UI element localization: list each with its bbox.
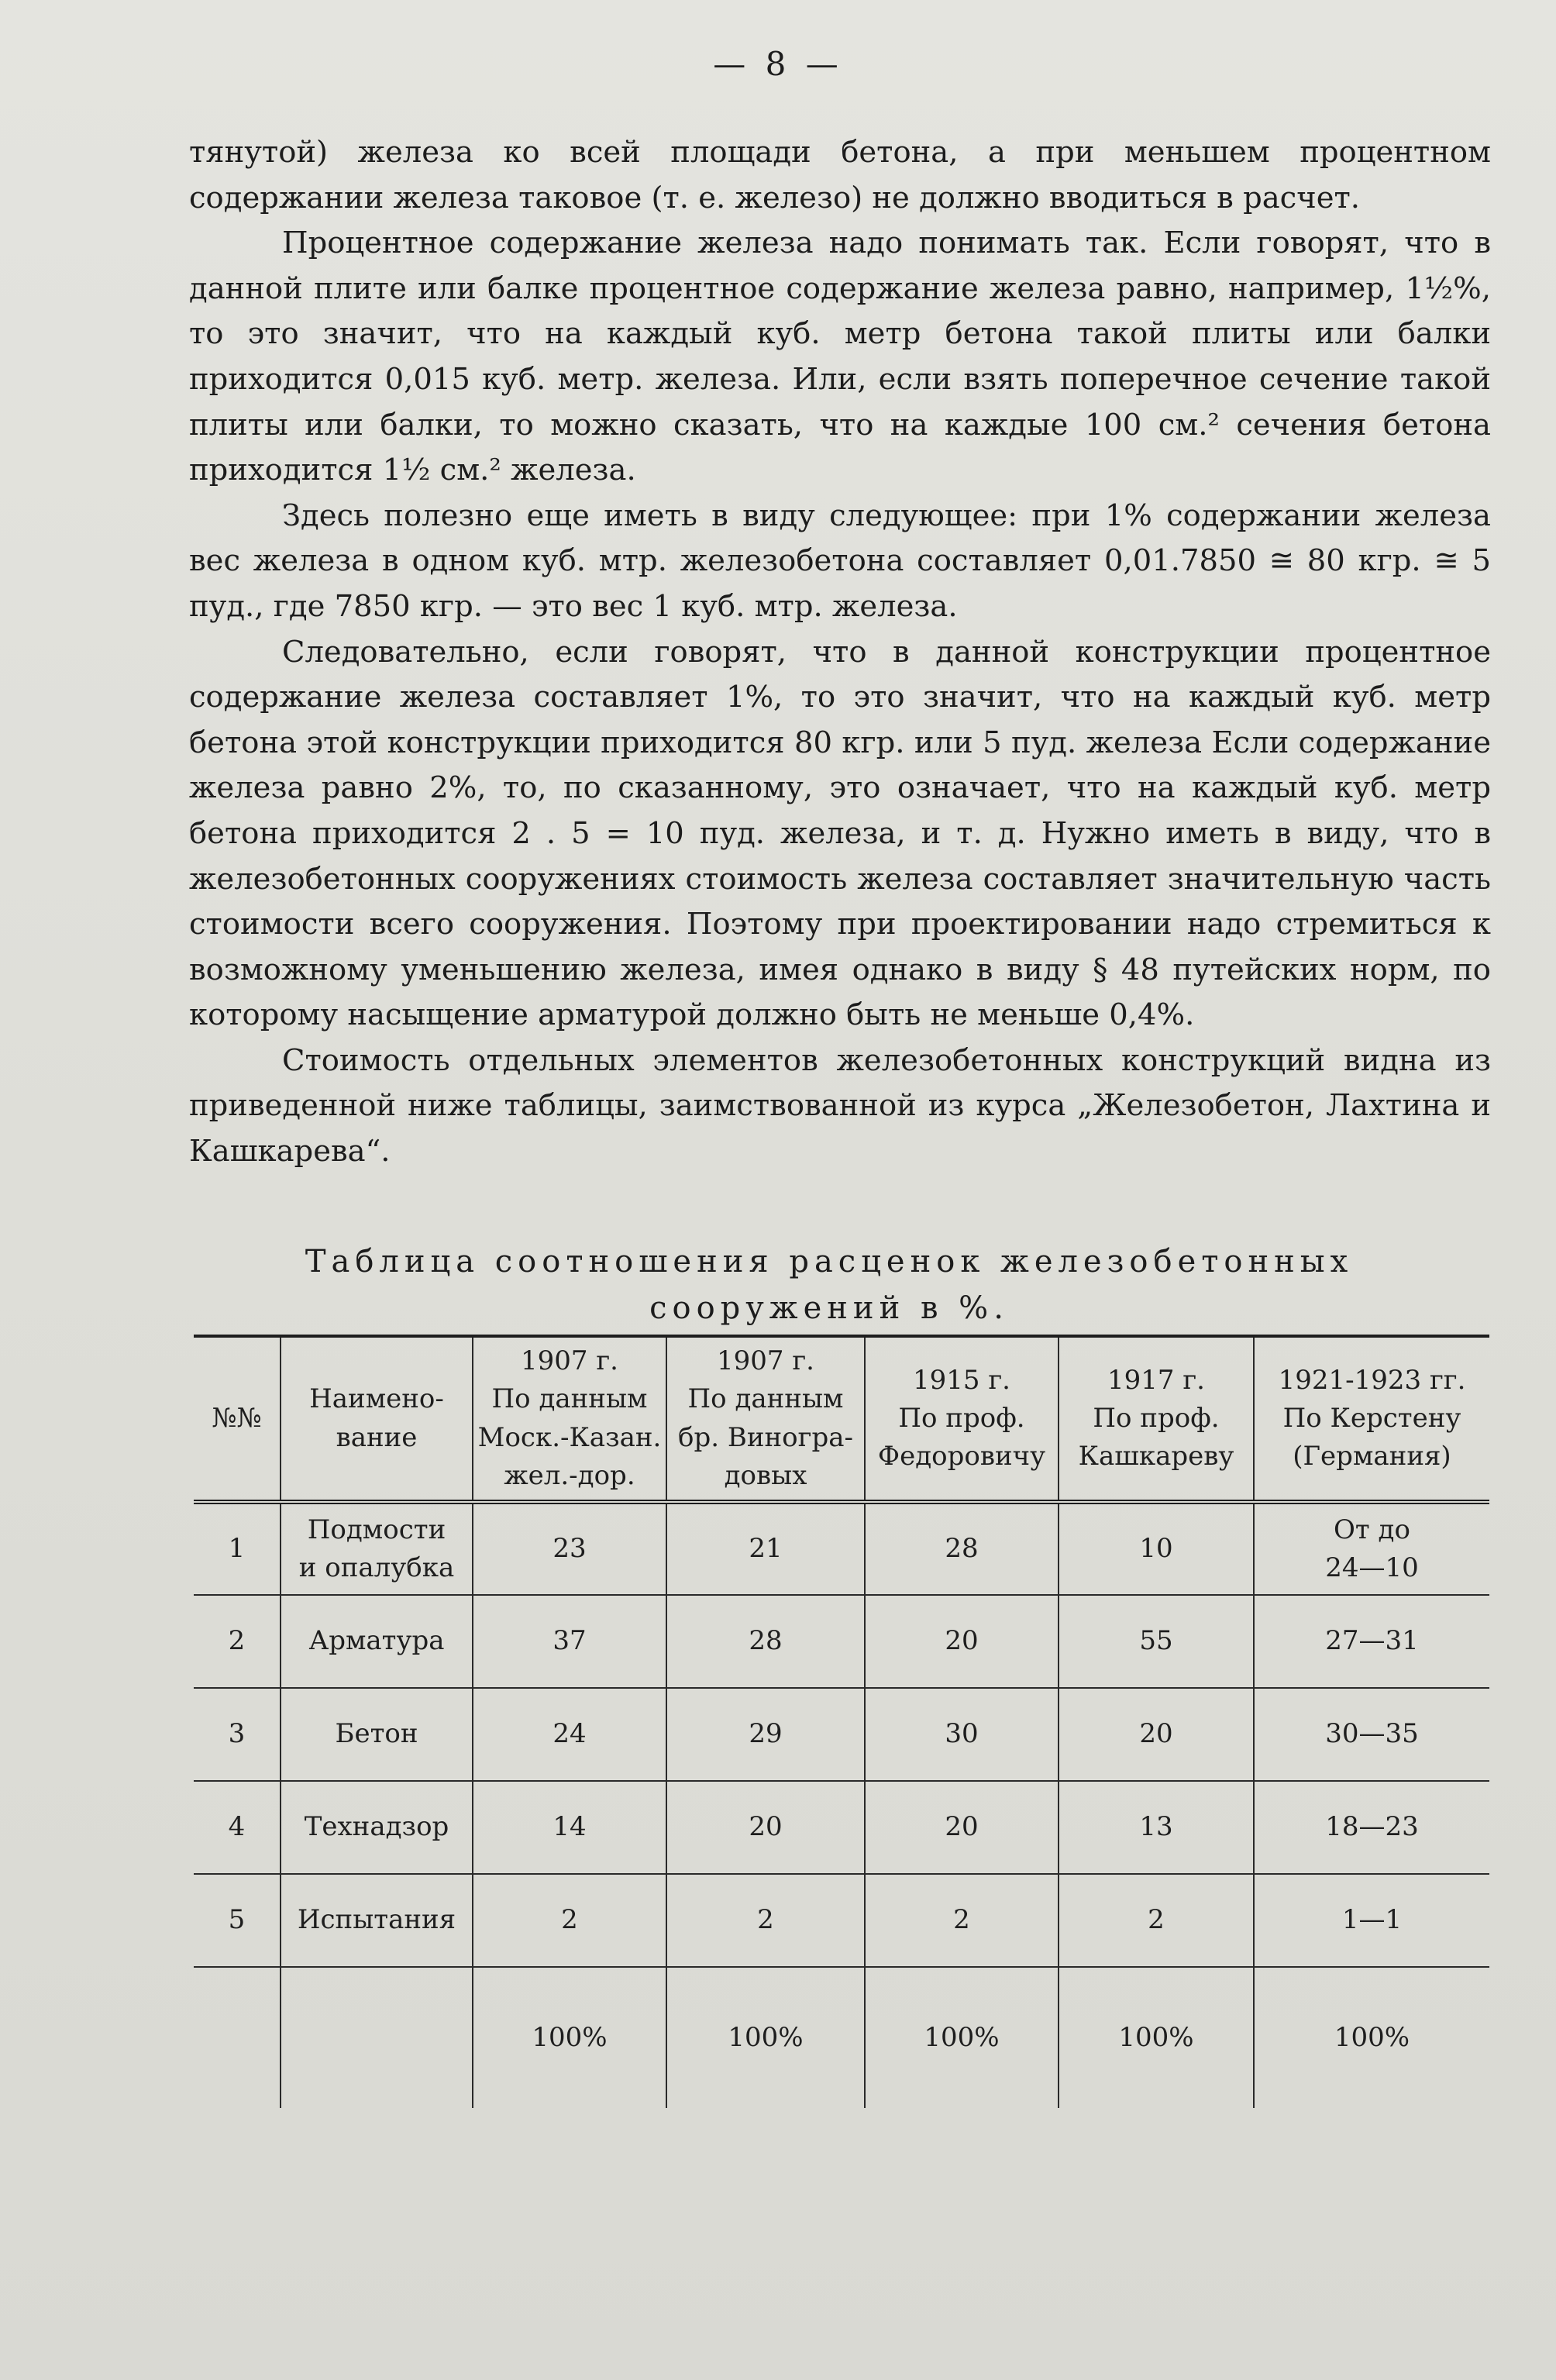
- column-header: [281, 1338, 473, 1502]
- column-header-line: (Германия): [1293, 1441, 1451, 1472]
- value-cell: 23: [473, 1502, 666, 1595]
- column-header-line: По данным: [491, 1383, 648, 1415]
- range-cell: [1254, 1688, 1489, 1781]
- table-title-line-1: Таблица соотношения расценок железобетонных: [305, 1244, 1354, 1280]
- value-cell: 20: [1059, 1688, 1254, 1781]
- row-name-cell: [281, 1688, 473, 1781]
- value-cell: 21: [666, 1502, 865, 1595]
- table-row: [194, 1502, 1489, 1595]
- row-name-cell: [281, 1781, 473, 1874]
- table-row: [194, 1595, 1489, 1688]
- paragraph: Следовательно, если говорят, что в данной конструкции процентное содержание железа составляет 1%, то это значит, что на каждый куб. метр бетона этой конструкции приходится 80 кгр. или 5 пуд. железа Если содержание железа равно 2%, то, по сказанному, это означает, что на каждый куб. метр бетона приходится 2 . 5 = 10 пуд. железа, и т. д. Нужно иметь в виду, что в железобетонных сооружениях стоимость железа составляет значительную часть стоимости всего сооружения. Поэтому при проектировании надо стремиться к возможному уменьшению железа, имея однако в виду § 48 путейских норм, по которому насыщение арматурой должно быть не меньше 0,4%.: [189, 634, 1491, 1033]
- range-cell: [1254, 1595, 1489, 1688]
- column-header-line: 1915 г.: [913, 1364, 1010, 1396]
- value-cell: 24: [473, 1688, 666, 1781]
- range-line: 18—23: [1325, 1811, 1419, 1843]
- column-header-line: 1917 г.: [1107, 1364, 1205, 1396]
- row-name-cell: [281, 1595, 473, 1688]
- range-line: 1—1: [1341, 1904, 1403, 1936]
- row-name-line: и опалубка: [298, 1552, 455, 1583]
- column-header-line: №№: [212, 1402, 262, 1434]
- range-cell: [1254, 1874, 1489, 1967]
- value-cell: 13: [1059, 1781, 1254, 1874]
- value-cell: 20: [666, 1781, 865, 1874]
- range-line: От до: [1334, 1514, 1410, 1545]
- value-cell: 29: [666, 1688, 865, 1781]
- value-cell: 37: [473, 1595, 666, 1688]
- column-header-line: По Керстену: [1282, 1402, 1461, 1434]
- paragraph: Здесь полезно еще иметь в виду следующее: при 1% содержании железа вес железа в одном куб. мтр. железобетона составляет 0,01.7850 ≅ 80 кгр. ≅ 5 пуд., где 7850 кгр. — это вес 1 куб. мтр. железа.: [189, 498, 1491, 624]
- body-text: [189, 130, 1491, 1175]
- row-name-line: Испытания: [297, 1904, 456, 1936]
- column-header-line: Федоровичу: [877, 1441, 1046, 1472]
- row-name-line: Подмости: [307, 1514, 446, 1545]
- value-cell: 2: [473, 1874, 666, 1967]
- total-cell: 100%: [1059, 1967, 1254, 2108]
- column-header-line: 1907 г.: [521, 1345, 618, 1376]
- paragraph: тянутой) железа ко всей площади бетона, а при меньшем процентном содержании железа таковое (т. е. железо) не должно вводиться в расчет.: [189, 135, 1491, 215]
- table-header-row: [194, 1338, 1489, 1502]
- row-name-line: Арматура: [308, 1625, 445, 1657]
- table-title-line-2: сооружений в %.: [649, 1290, 1009, 1326]
- total-cell: [281, 1967, 473, 2108]
- column-header-line: бр. Виногра-: [678, 1421, 853, 1453]
- column-header-line: 1907 г.: [717, 1345, 814, 1376]
- range-cell: [1254, 1502, 1489, 1595]
- column-header-line: 1921-1923 гг.: [1278, 1364, 1466, 1396]
- total-cell: 100%: [473, 1967, 666, 2108]
- cost-table-wrapper: [194, 1335, 1489, 2108]
- column-header-line: вание: [336, 1421, 418, 1453]
- row-number-cell: 4: [194, 1781, 281, 1874]
- range-line: 30—35: [1325, 1718, 1419, 1750]
- paragraph: Процентное содержание железа надо понимать так. Если говорят, что в данной плите или балке процентное содержание железа равно, например, 1½%, то это значит, что на каждый куб. метр бетона такой плиты или балки приходится 0,015 куб. метр. железа. Или, если взять поперечное сечение такой плиты или балки, то можно сказать, что на каждые 100 см.² сечения бетона приходится 1½ см.² железа.: [189, 226, 1491, 488]
- column-header-line: Кашкареву: [1078, 1441, 1234, 1472]
- column-header: [865, 1338, 1059, 1502]
- value-cell: 30: [865, 1688, 1059, 1781]
- value-cell: 28: [666, 1595, 865, 1688]
- range-line: 24—10: [1325, 1552, 1419, 1583]
- row-number-cell: 3: [194, 1688, 281, 1781]
- column-header-line: Наимено-: [309, 1383, 444, 1415]
- value-cell: 10: [1059, 1502, 1254, 1595]
- table-row: [194, 1781, 1489, 1874]
- column-header: [473, 1338, 666, 1502]
- total-cell: 100%: [666, 1967, 865, 2108]
- paragraph: Стоимость отдельных элементов железобетонных конструкций видна из приведенной ниже таблицы, заимствованной из курса „Железобетон, Лахтина и Кашкарева“.: [189, 1042, 1491, 1169]
- value-cell: 55: [1059, 1595, 1254, 1688]
- total-cell: [194, 1967, 281, 2108]
- table-row: [194, 1688, 1489, 1781]
- value-cell: 2: [666, 1874, 865, 1967]
- column-header: [1254, 1338, 1489, 1502]
- value-cell: 20: [865, 1595, 1059, 1688]
- total-cell: 100%: [1254, 1967, 1489, 2108]
- column-header-line: жел.-дор.: [504, 1459, 635, 1491]
- cost-table: [194, 1338, 1489, 2108]
- column-header: [666, 1338, 865, 1502]
- range-line: 27—31: [1325, 1625, 1419, 1657]
- column-header-line: Моск.-Казан.: [477, 1421, 662, 1453]
- value-cell: 2: [1059, 1874, 1254, 1967]
- row-name-cell: [281, 1502, 473, 1595]
- total-cell: 100%: [865, 1967, 1059, 2108]
- range-cell: [1254, 1781, 1489, 1874]
- value-cell: 2: [865, 1874, 1059, 1967]
- page-number: — 8 —: [713, 45, 843, 83]
- value-cell: 14: [473, 1781, 666, 1874]
- table-title: [194, 1238, 1465, 1331]
- table-row: [194, 1874, 1489, 1967]
- totals-row: [194, 1967, 1489, 2108]
- column-header: [194, 1338, 281, 1502]
- row-number-cell: 5: [194, 1874, 281, 1967]
- value-cell: 20: [865, 1781, 1059, 1874]
- column-header-line: По проф.: [898, 1402, 1025, 1434]
- table-body: [194, 1502, 1489, 2108]
- row-number-cell: 1: [194, 1502, 281, 1595]
- row-number-cell: 2: [194, 1595, 281, 1688]
- column-header: [1059, 1338, 1254, 1502]
- value-cell: 28: [865, 1502, 1059, 1595]
- column-header-line: По проф.: [1093, 1402, 1220, 1434]
- column-header-line: По данным: [687, 1383, 844, 1415]
- row-name-line: Технадзор: [304, 1811, 449, 1843]
- column-header-line: довых: [724, 1459, 807, 1491]
- row-name-cell: [281, 1874, 473, 1967]
- row-name-line: Бетон: [335, 1718, 418, 1750]
